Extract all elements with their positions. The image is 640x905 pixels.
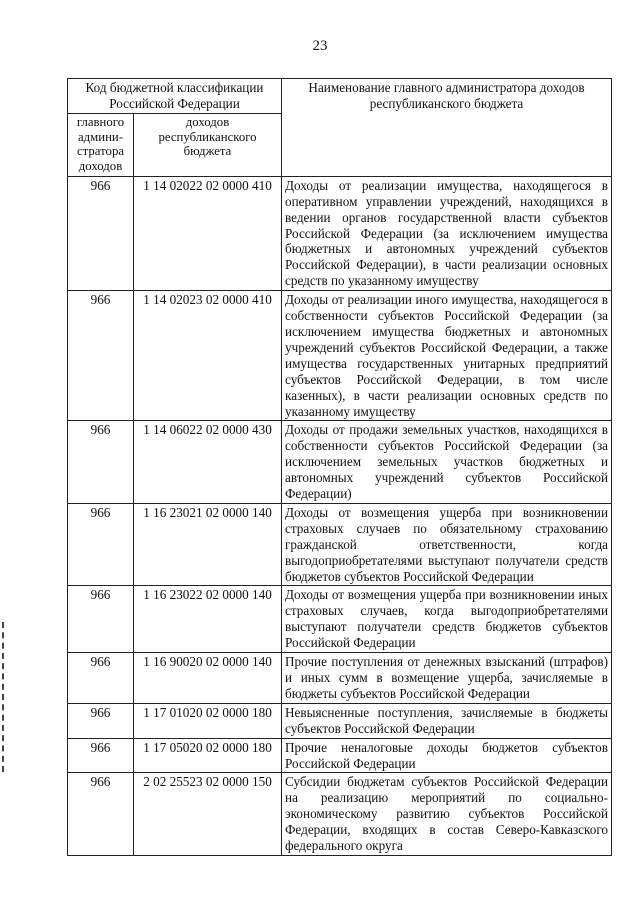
budget-classification-table xyxy=(67,78,612,856)
admin-code-cell: 966 xyxy=(68,503,134,586)
revenue-name-cell: Прочие поступления от денежных взысканий (штрафов) и иных сумм в возмещение ущерба, зачисляемые в бюджеты субъектов Российской Федерации xyxy=(282,653,612,704)
page-number: 23 xyxy=(312,38,328,54)
table-row xyxy=(68,586,612,653)
revenue-code-cell: 1 16 23021 02 0000 140 xyxy=(134,503,282,586)
header-main-administrator: главного админи-стратора доходов xyxy=(68,113,134,176)
admin-code-cell: 966 xyxy=(68,291,134,421)
revenue-name-cell: Доходы от возмещения ущерба при возникновении иных страховых случаев, когда выгодоприобретателями выступают получатели средств бюджетов субъектов Российской Федерации xyxy=(282,586,612,653)
revenue-code-cell: 1 14 06022 02 0000 430 xyxy=(134,421,282,504)
admin-code-cell: 966 xyxy=(68,703,134,738)
revenue-name-cell: Субсидии бюджетам субъектов Российской Федерации на реализацию мероприятий по социально-экономическому развитию субъектов Российской Федерации, входящих в состав Северо-Кавказского федерального округа xyxy=(282,773,612,856)
revenue-name-cell: Доходы от продажи земельных участков, находящихся в собственности субъектов Российской Федерации (за исключением земельных участков бюджетных и автономных учреждений субъектов Российской Федерации) xyxy=(282,421,612,504)
revenue-code-cell: 1 16 90020 02 0000 140 xyxy=(134,653,282,704)
admin-code-cell: 966 xyxy=(68,421,134,504)
revenue-code-cell: 1 14 02023 02 0000 410 xyxy=(134,291,282,421)
table-row xyxy=(68,653,612,704)
admin-code-cell: 966 xyxy=(68,773,134,856)
header-administrator-name: Наименование главного администратора доходов республиканского бюджета xyxy=(282,79,612,177)
revenue-name-cell: Доходы от реализации имущества, находящегося в оперативном управлении учреждений, находящихся в ведении органов государственной власти субъектов Российской Федерации (за исключением имущества бюджетных и автономных учреждений субъектов Российской Федерации), в части реализации основных средств по указанному имуществу xyxy=(282,176,612,290)
table-row xyxy=(68,176,612,290)
table-row xyxy=(68,421,612,504)
revenue-code-cell: 1 14 02022 02 0000 410 xyxy=(134,176,282,290)
admin-code-cell: 966 xyxy=(68,176,134,290)
revenue-name-cell: Прочие неналоговые доходы бюджетов субъектов Российской Федерации xyxy=(282,738,612,773)
admin-code-cell: 966 xyxy=(68,586,134,653)
revenue-code-cell: 2 02 25523 02 0000 150 xyxy=(134,773,282,856)
admin-code-cell: 966 xyxy=(68,653,134,704)
revenue-name-cell: Невыясненные поступления, зачисляемые в бюджеты субъектов Российской Федерации xyxy=(282,703,612,738)
revenue-name-cell: Доходы от возмещения ущерба при возникновении страховых случаев по обязательному страхованию гражданской ответственности, когда выгодоприобретателями выступают получатели средств бюджетов субъектов Российской Федерации xyxy=(282,503,612,586)
table-row xyxy=(68,503,612,586)
revenue-code-cell: 1 17 01020 02 0000 180 xyxy=(134,703,282,738)
table-row xyxy=(68,738,612,773)
admin-code-cell: 966 xyxy=(68,738,134,773)
revenue-code-cell: 1 16 23022 02 0000 140 xyxy=(134,586,282,653)
revenue-code-cell: 1 17 05020 02 0000 180 xyxy=(134,738,282,773)
header-budget-classification: Код бюджетной классификации Российской Федерации xyxy=(68,79,282,114)
table-row xyxy=(68,291,612,421)
revenue-name-cell: Доходы от реализации иного имущества, находящегося в собственности субъектов Российской Федерации (за исключением имущества бюджетных и автономных учреждений субъектов Российской Федерации, а также имущества государственных унитарных предприятий субъектов Российской Федерации, в том числе казенных), в части реализации основных средств по указанному имуществу xyxy=(282,291,612,421)
table-row xyxy=(68,773,612,856)
header-revenue-code: доходов республиканского бюджета xyxy=(134,113,282,176)
table-row xyxy=(68,703,612,738)
scan-edge-mark xyxy=(2,622,6,772)
